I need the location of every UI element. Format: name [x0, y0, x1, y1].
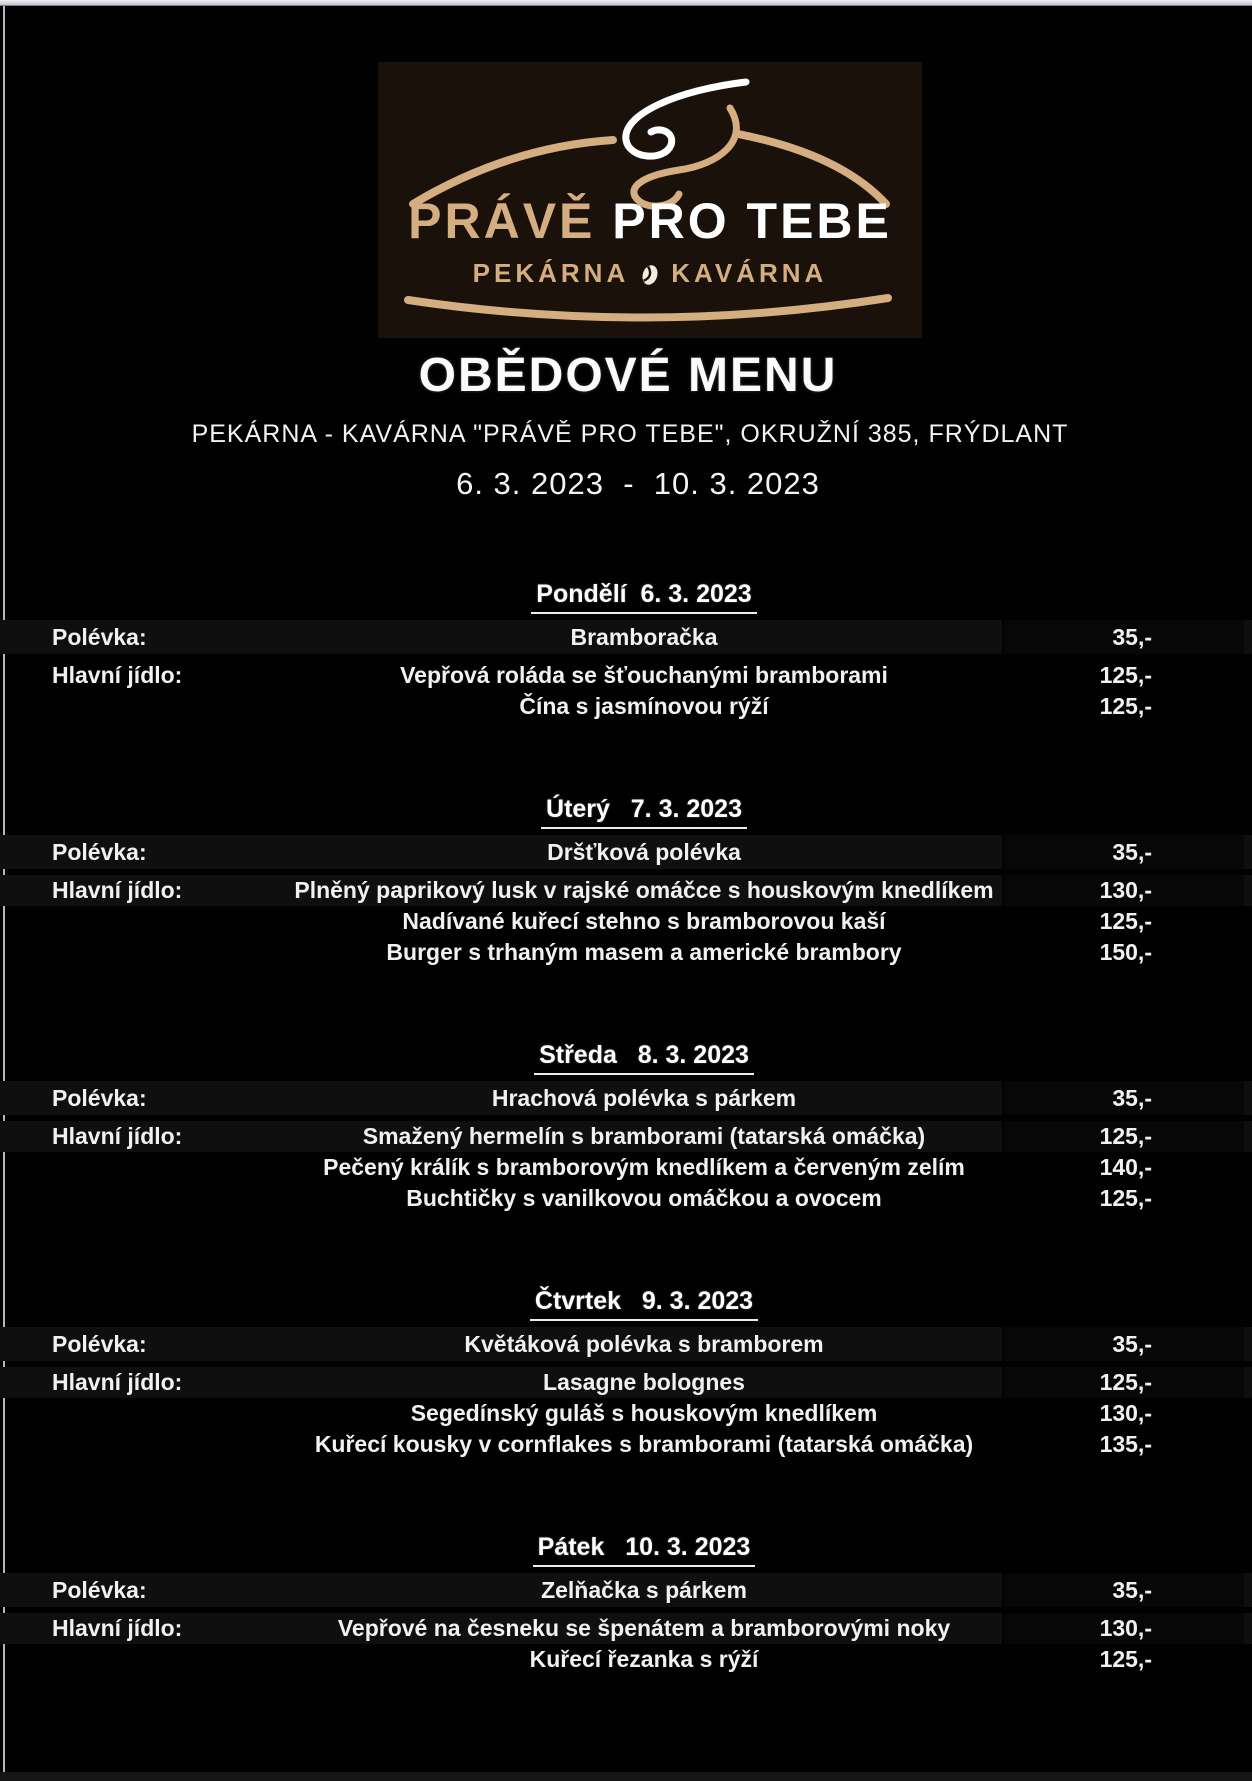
- dish-name: Nadívané kuřecí stehno s bramborovou kaší: [402, 908, 886, 934]
- day-heading: Úterý 7. 3. 2023: [541, 795, 747, 829]
- dish-name: Kuřecí řezanka s rýží: [529, 1646, 759, 1672]
- dish-price: 130,-: [1099, 1615, 1152, 1641]
- brand-tagline: [378, 258, 922, 293]
- menu-row: [0, 1327, 1252, 1361]
- day-rows: [0, 1081, 1252, 1214]
- weekly-menu: [0, 580, 1252, 1748]
- day-heading-wrap: [0, 580, 1252, 610]
- window-top-border: [0, 0, 1252, 6]
- menu-row: [0, 1429, 1252, 1460]
- menu-row: [0, 660, 1252, 691]
- menu-row: [0, 875, 1252, 906]
- course-label: Polévka:: [52, 1084, 147, 1111]
- dish-price: 140,-: [1099, 1154, 1152, 1180]
- day-heading: Středa 8. 3. 2023: [534, 1041, 754, 1075]
- course-label: Polévka:: [52, 838, 147, 865]
- dish-name: Plněný paprikový lusk v rajské omáčce s houskovým knedlíkem: [294, 877, 994, 903]
- day-heading-wrap: [0, 1533, 1252, 1563]
- menu-row: [0, 1121, 1252, 1152]
- menu-row: [0, 835, 1252, 869]
- dish-name: Lasagne bolognes: [543, 1369, 745, 1395]
- bakery-logo: [378, 62, 922, 338]
- dish-price: 125,-: [1099, 1185, 1152, 1211]
- menu-row: [0, 620, 1252, 654]
- dish-price: 35,-: [1112, 1084, 1152, 1111]
- menu-row: [0, 1644, 1252, 1675]
- coffee-bean-icon: [641, 262, 659, 293]
- dish-name: Květáková polévka s bramborem: [464, 1330, 824, 1357]
- day-section: [0, 1533, 1252, 1675]
- page-subtitle: PEKÁRNA - KAVÁRNA "PRÁVĚ PRO TEBE", OKRUŽNÍ 385, FRÝDLANT: [191, 420, 1069, 448]
- dish-price: 135,-: [1099, 1431, 1152, 1457]
- menu-row: [0, 1398, 1252, 1429]
- menu-row: [0, 1573, 1252, 1607]
- dish-price: 125,-: [1099, 1646, 1152, 1672]
- course-label: Hlavní jídlo:: [52, 662, 183, 688]
- brand-accent-text: PRÁVĚ: [408, 193, 596, 249]
- menu-row: [0, 691, 1252, 722]
- dish-name: Kuřecí kousky v cornflakes s bramborami (tatarská omáčka): [314, 1431, 974, 1457]
- menu-row: [0, 1367, 1252, 1398]
- day-section: [0, 1041, 1252, 1214]
- dish-name: Vepřové na česneku se špenátem a bramborovými noky: [337, 1615, 951, 1641]
- menu-row: [0, 937, 1252, 968]
- day-heading-wrap: [0, 795, 1252, 825]
- dish-price: 125,-: [1099, 662, 1152, 688]
- dish-name: Segedínský guláš s houskovým knedlíkem: [410, 1400, 878, 1426]
- day-rows: [0, 620, 1252, 722]
- day-heading: Čtvrtek 9. 3. 2023: [530, 1287, 758, 1321]
- dish-price: 125,-: [1099, 908, 1152, 934]
- dish-price: 130,-: [1099, 877, 1152, 903]
- dish-price: 150,-: [1099, 939, 1152, 965]
- date-range: 6. 3. 2023 - 10. 3. 2023: [456, 466, 820, 501]
- dish-price: 125,-: [1099, 693, 1152, 719]
- course-label: Hlavní jídlo:: [52, 1123, 183, 1149]
- brand-wordmark: [378, 192, 922, 250]
- day-section: [0, 1287, 1252, 1460]
- dish-name: Zelňačka s párkem: [541, 1576, 747, 1603]
- dish-name: Čína s jasmínovou rýží: [519, 693, 769, 719]
- tagline-left: PEKÁRNA: [472, 258, 630, 288]
- course-label: Hlavní jídlo:: [52, 1615, 183, 1641]
- course-label: Polévka:: [52, 1576, 147, 1603]
- dish-name: Bramboračka: [570, 623, 718, 650]
- tagline-right: KAVÁRNA: [671, 258, 828, 288]
- dish-name: Smažený hermelín s bramborami (tatarská omáčka): [362, 1123, 926, 1149]
- course-label: Hlavní jídlo:: [52, 877, 183, 903]
- sheet-bottom-edge: [0, 1772, 1252, 1781]
- dish-name: Buchtičky s vanilkovou omáčkou a ovocem: [406, 1185, 882, 1211]
- dish-name: Vepřová roláda se šťouchanými bramborami: [400, 662, 888, 688]
- menu-row: [0, 1183, 1252, 1214]
- day-heading-wrap: [0, 1041, 1252, 1071]
- dish-price: 125,-: [1099, 1369, 1152, 1395]
- day-heading: Pondělí 6. 3. 2023: [531, 580, 756, 614]
- menu-row: [0, 1613, 1252, 1644]
- dish-name: Pečený králík s bramborovým knedlíkem a červeným zelím: [323, 1154, 965, 1180]
- course-label: Hlavní jídlo:: [52, 1369, 183, 1395]
- dish-name: Hrachová polévka s párkem: [491, 1084, 797, 1111]
- dish-price: 130,-: [1099, 1400, 1152, 1426]
- logo-arc-bottom: [408, 298, 888, 318]
- brand-rest-text: PRO TEBE: [595, 193, 892, 249]
- day-rows: [0, 835, 1252, 968]
- day-rows: [0, 1573, 1252, 1675]
- menu-row: [0, 1152, 1252, 1183]
- steam-swirl-icon: [626, 82, 746, 206]
- dish-price: 125,-: [1099, 1123, 1152, 1149]
- dish-price: 35,-: [1112, 623, 1152, 650]
- day-heading: Pátek 10. 3. 2023: [533, 1533, 756, 1567]
- page-title: OBĚDOVÉ MENU: [418, 349, 838, 402]
- day-section: [0, 580, 1252, 722]
- day-section: [0, 795, 1252, 968]
- dish-price: 35,-: [1112, 1576, 1152, 1603]
- day-heading-wrap: [0, 1287, 1252, 1317]
- dish-name: Burger s trhaným masem a americké brambory: [386, 939, 902, 965]
- menu-row: [0, 1081, 1252, 1115]
- course-label: Polévka:: [52, 623, 147, 650]
- dish-price: 35,-: [1112, 1330, 1152, 1357]
- menu-row: [0, 906, 1252, 937]
- day-rows: [0, 1327, 1252, 1460]
- dish-name: Dršťková polévka: [547, 838, 741, 865]
- dish-price: 35,-: [1112, 838, 1152, 865]
- course-label: Polévka:: [52, 1330, 147, 1357]
